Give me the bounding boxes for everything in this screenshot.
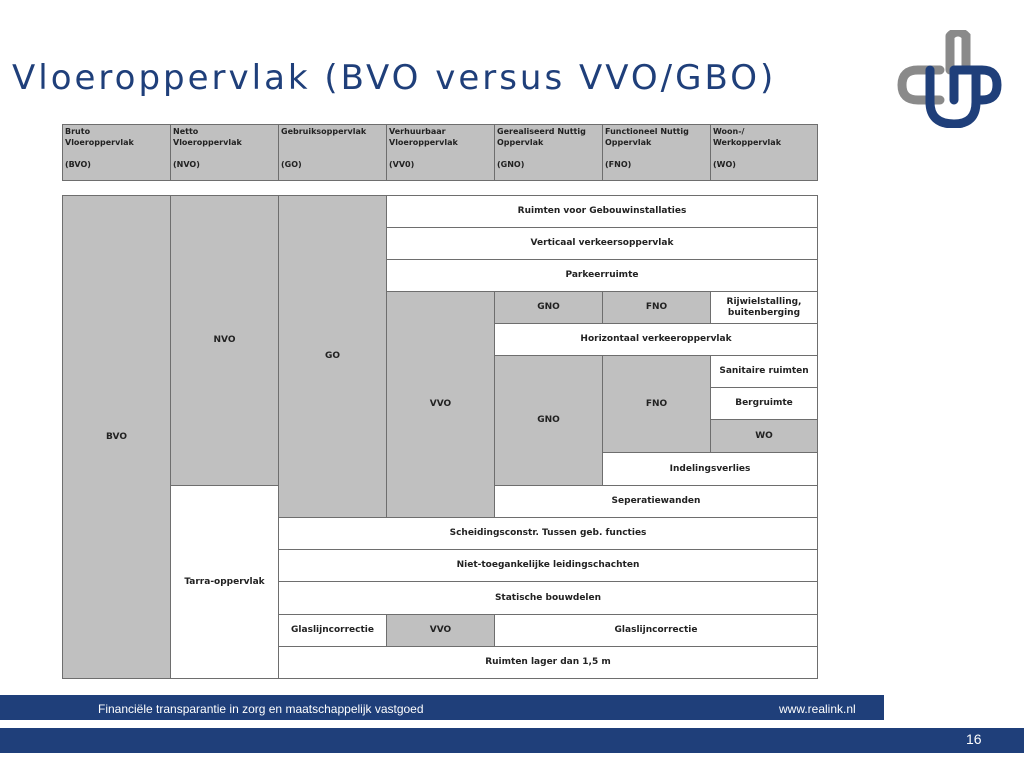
cell-nvo: NVO	[170, 195, 279, 486]
cell-seperatiewanden: Seperatiewanden	[494, 485, 818, 518]
slide-title: Vloeroppervlak (BVO versus VVO/GBO)	[12, 58, 777, 98]
cell-go: GO	[278, 195, 387, 518]
header-go: Gebruiksoppervlak (GO)	[278, 124, 387, 181]
cell-statische-bouwdelen: Statische bouwdelen	[278, 581, 818, 615]
footer-website-link[interactable]: www.realink.nl	[779, 702, 856, 716]
header-fno: Functioneel Nuttig Oppervlak (FNO)	[602, 124, 711, 181]
cell-glaslijncorrectie-left: Glaslijncorrectie	[278, 614, 387, 647]
cell-gno-top: GNO	[494, 291, 603, 324]
cell-gebouwinstallaties: Ruimten voor Gebouwinstallaties	[386, 195, 818, 228]
header-wo: Woon-/ Werkoppervlak (WO)	[710, 124, 818, 181]
cell-parkeerruimte: Parkeerruimte	[386, 259, 818, 292]
cell-gno-mid: GNO	[494, 355, 603, 486]
cell-scheidingsconstructie: Scheidingsconstr. Tussen geb. functies	[278, 517, 818, 550]
cell-fno-top: FNO	[602, 291, 711, 324]
cell-fno-mid: FNO	[602, 355, 711, 453]
cell-ruimten-lager: Ruimten lager dan 1,5 m	[278, 646, 818, 679]
cell-horizontaal-verkeer: Horizontaal verkeeroppervlak	[494, 323, 818, 356]
cell-indelingsverlies: Indelingsverlies	[602, 452, 818, 486]
header-nvo: Netto Vloeroppervlak (NVO)	[170, 124, 279, 181]
bottom-bar	[0, 728, 1024, 753]
cell-bvo: BVO	[62, 195, 171, 679]
cell-verticaal-verkeer: Verticaal verkeersoppervlak	[386, 227, 818, 260]
cell-rijwielstalling: Rijwielstalling, buitenberging	[710, 291, 818, 324]
cell-vvo-bottom: VVO	[386, 614, 495, 647]
cell-leidingschachten: Niet-toegankelijke leidingschachten	[278, 549, 818, 582]
cell-glaslijncorrectie-right: Glaslijncorrectie	[494, 614, 818, 647]
cell-bergruimte: Bergruimte	[710, 387, 818, 420]
header-gno: Gerealiseerd Nuttig Oppervlak (GNO)	[494, 124, 603, 181]
cell-vvo: VVO	[386, 291, 495, 518]
page-number: 16	[966, 731, 982, 747]
header-bvo: Bruto Vloeroppervlak (BVO)	[62, 124, 171, 181]
cell-tarra: Tarra-oppervlak	[170, 485, 279, 679]
cell-sanitair: Sanitaire ruimten	[710, 355, 818, 388]
realink-logo-icon	[896, 30, 1002, 128]
header-vvo: Verhuurbaar Vloeroppervlak (VV0)	[386, 124, 495, 181]
footer-tagline: Financiële transparantie in zorg en maatschappelijk vastgoed	[98, 702, 424, 716]
cell-wo: WO	[710, 419, 818, 453]
